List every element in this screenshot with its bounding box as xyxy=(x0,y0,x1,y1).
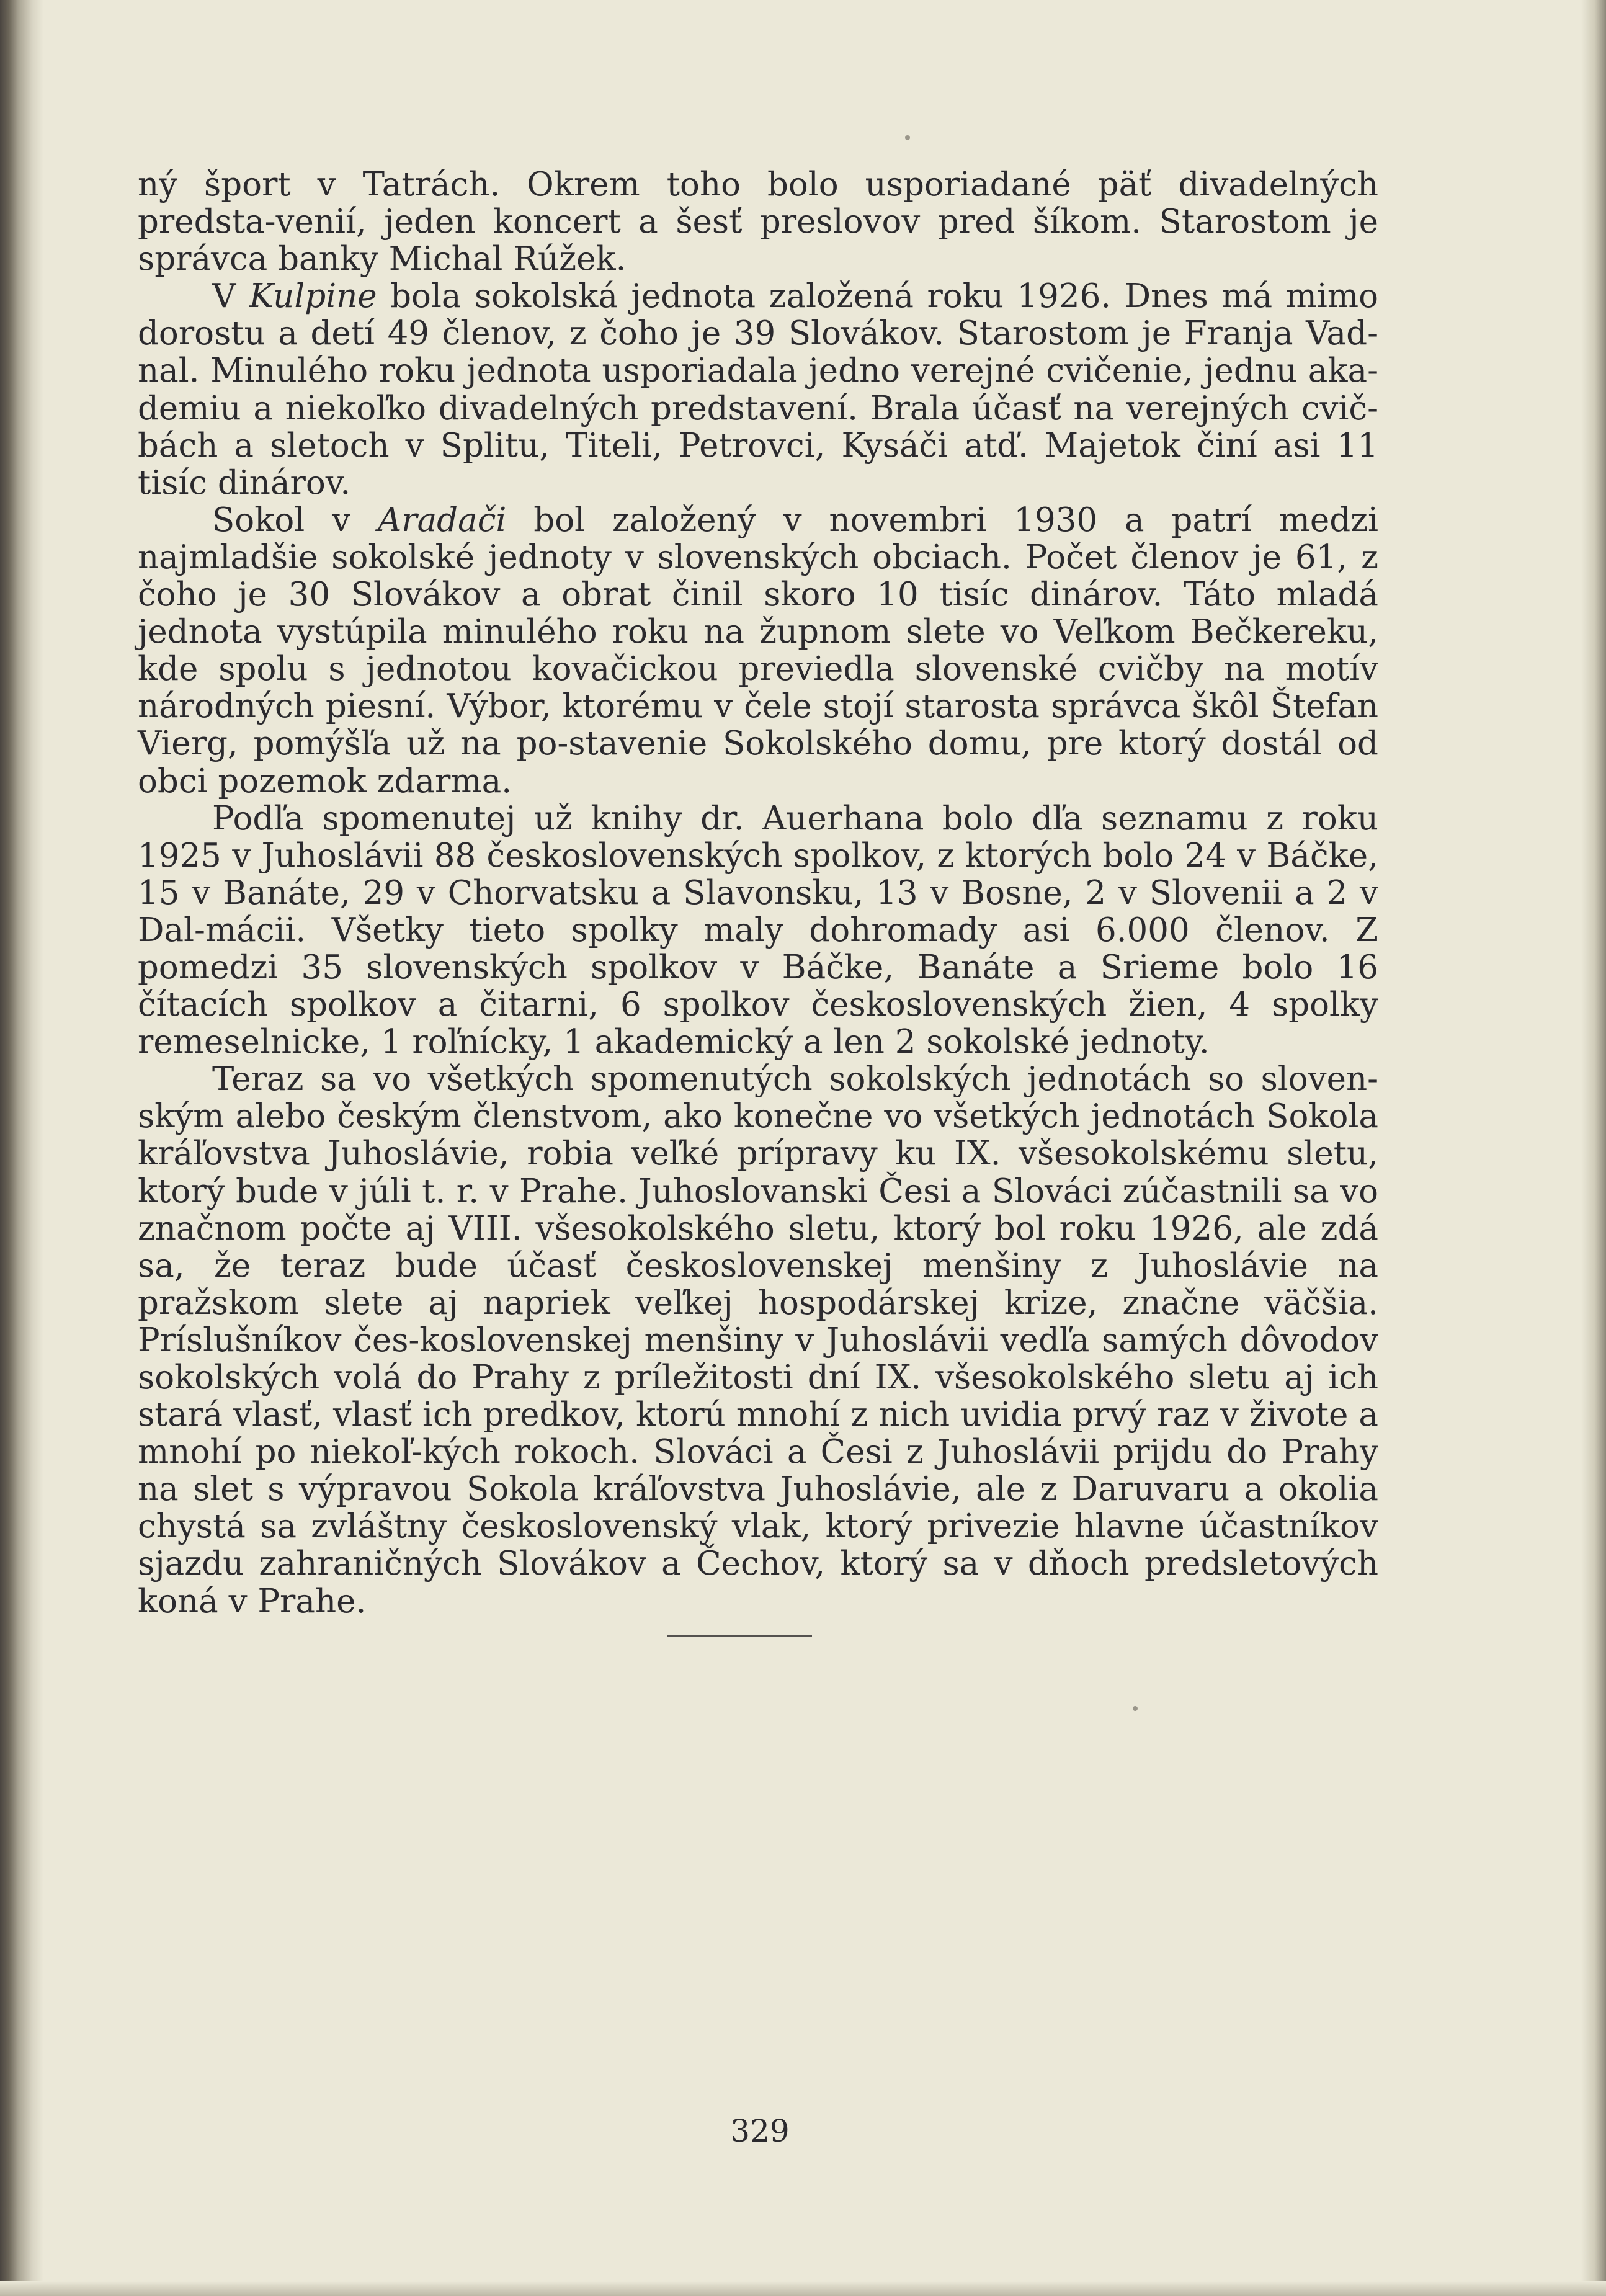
paragraph xyxy=(138,800,1378,1061)
paragraph xyxy=(138,166,1378,278)
paragraph xyxy=(138,502,1378,800)
body-text xyxy=(138,166,1378,1620)
page-number: 329 xyxy=(730,2113,790,2149)
italic-place-name: Aradači xyxy=(377,501,507,539)
page-edge-right xyxy=(1581,0,1606,2296)
text-run: Sokol v xyxy=(212,501,378,539)
paragraph xyxy=(138,278,1378,502)
paragraph xyxy=(138,1061,1378,1620)
text-run: V xyxy=(212,277,249,316)
page-edge-bottom xyxy=(0,2281,1606,2296)
section-separator-rule xyxy=(667,1635,812,1637)
text-run: bol založený v novembri 1930 a patrí medzi najmladšie sokolské jednoty v slovenských obciach. Počet členov je 61, z čoho je 30 Slovákov a obrat činil skoro 10 tisíc dinárov. Táto mladá jednota vystúpila minulého roku na župnom slete vo Veľkom Bečkereku, kde spolu s jednotou kovačickou previedla slovenské cvičby na motív národných piesní. Výbor, ktorému v čele stojí starosta správca škôl Štefan Vierg, pomýšľa už na po-stavenie Sokolského domu, pre ktorý dostál od obci pozemok zdarma. xyxy=(138,501,1378,800)
binding-shadow xyxy=(0,0,43,2296)
text-run: Podľa spomenutej už knihy dr. Auerhana bolo dľa seznamu z roku 1925 v Juhoslávii 88 československých spolkov, z ktorých bolo 24 v Báčke, 15 v Banáte, 29 v Chorvatsku a Slavonsku, 13 v Bosne, 2 v Slovenii a 2 v Dal-mácii. Všetky tieto spolky maly dohromady asi 6.000 členov. Z pomedzi 35 slovenských spolkov v Báčke, Banáte a Srieme bolo 16 čítacích spolkov a čitarni, 6 spolkov československých žien, 4 spolky remeselnicke, 1 roľnícky, 1 akademický a len 2 sokolské jednoty. xyxy=(138,799,1378,1061)
text-run: ný šport v Tatrách. Okrem toho bolo usporiadané päť divadelných predsta-venií, jeden koncert a šesť preslovov pred šíkom. Starostom je správca banky Michal Rúžek. xyxy=(138,166,1378,279)
paper-speck xyxy=(905,135,910,140)
text-run: bola sokolská jednota založená roku 1926. Dnes má mimo dorostu a detí 49 členov, z čoho je 39 Slovákov. Starostom je Franja Vad-nal. Minulého roku jednota usporiadala jedno verejné cvičenie, jednu aka-demiu a niekoľko divadelných predstavení. Brala účasť na verejných cvič-bách a sletoch v Splitu, Titeli, Petrovci, Kysáči atď. Majetok činí asi 11 tisíc dinárov. xyxy=(138,277,1378,502)
paper-speck xyxy=(1133,1706,1138,1711)
text-run: Teraz sa vo všetkých spomenutých sokolských jednotách so sloven-ským alebo českým členstvom, ako konečne vo všetkých jednotách Sokola kráľovstva Juhoslávie, robia veľké prípravy ku IX. všesokolskému sletu, ktorý bude v júli t. r. v Prahe. Juhoslovanski Česi a Slováci zúčastnili sa vo značnom počte aj VIII. všesokolského sletu, ktorý bol roku 1926, ale zdá sa, že teraz bude účasť československej menšiny z Juhoslávie na pražskom slete aj napriek veľkej hospodárskej krize, značne väčšia. Príslušníkov čes-koslovenskej menšiny v Juhoslávii vedľa samých dôvodov sokolských volá do Prahy z príležitosti dní IX. všesokolského sletu aj ich stará vlasť, vlasť ich predkov, ktorú mnohí z nich uvidia prvý raz v živote a mnohí po niekoľ-kých rokoch. Slováci a Česi z Juhoslávii prijdu do Prahy na slet s výpravou Sokola kráľovstva Juhoslávie, ale z Daruvaru a okolia chystá sa zvláštny československý vlak, ktorý privezie hlavne účastníkov sjazdu zahraničných Slovákov a Čechov, ktorý sa v dňoch predsletových koná v Prahe. xyxy=(138,1060,1378,1620)
italic-place-name: Kulpine xyxy=(249,277,377,316)
